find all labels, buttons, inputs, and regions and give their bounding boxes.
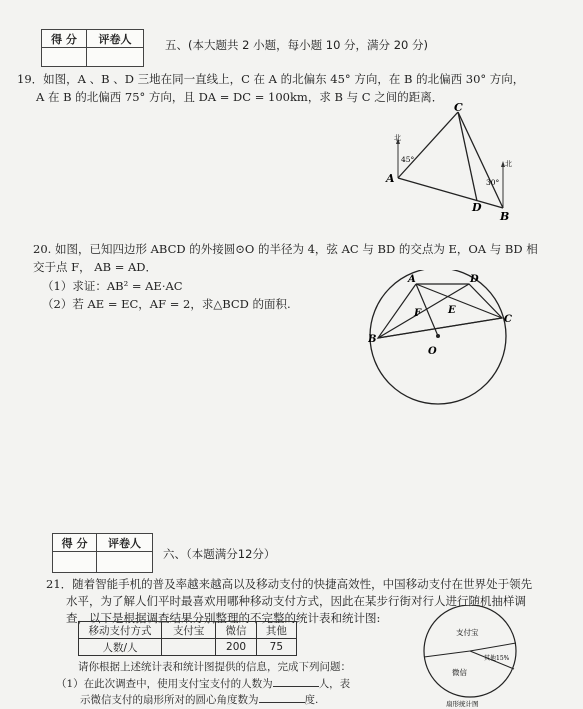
pie-chart: [412, 605, 532, 707]
q19-figure: [380, 100, 520, 225]
q21-line2: 水平，为了解人们平时最喜欢用哪种移动支付方式，因此在某步行街对行人进行随机抽样调: [66, 594, 526, 608]
score-label: 得 分: [42, 30, 87, 48]
q21-sub1-line2: 示微信支付的扇形所对的圆心角度数为 度.: [80, 691, 318, 709]
q20-part1: （1）求证：AB² = AE·AC: [42, 279, 183, 293]
table-cell: 75: [256, 639, 296, 656]
table-header-cell: 移动支付方式: [79, 622, 162, 639]
q20-line2: 交于点 F， AB = AD．: [33, 260, 158, 274]
pie-label-wechat: 微信: [452, 668, 467, 677]
answer-blank[interactable]: [273, 675, 319, 687]
table-row: [79, 622, 297, 639]
answer-blank[interactable]: [259, 691, 305, 703]
table-header-cell: 微信: [216, 622, 256, 639]
score-box: [52, 533, 153, 573]
grader-label: 评卷人: [87, 30, 144, 48]
q21-instruction: 请你根据上述统计表和统计图提供的信息，完成下列问题：: [78, 661, 351, 673]
table-header-cell: 其他: [256, 622, 296, 639]
pie-label-alipay: 支付宝: [456, 628, 479, 637]
q21-line1: 21．随着智能手机的普及率越来越高以及移动支付的快捷高效性，中国移动支付在世界处于领先: [46, 577, 533, 591]
grader-label: 评卷人: [97, 534, 153, 552]
point-e-label: E: [448, 305, 456, 316]
stats-table: [78, 621, 297, 656]
table-cell: 人数/人: [79, 639, 162, 656]
angle-b-label: 30°: [486, 178, 500, 187]
table-row: [79, 639, 297, 656]
score-label: 得 分: [53, 534, 97, 552]
point-f-label: F: [414, 308, 422, 319]
q20-figure: [368, 270, 516, 420]
angle-a-label: 45°: [401, 155, 415, 164]
point-b-label: B: [500, 210, 510, 223]
point-d-label: D: [470, 274, 479, 285]
score-box: [41, 29, 144, 67]
north-b-label: 北: [505, 160, 512, 168]
pie-label-other: 其他15%: [484, 655, 510, 662]
q19-line1: 19．如图，A 、B 、D 三地在同一直线上，C 在 A 的北偏东 45° 方向，在 B 的北偏西 30° 方向，: [17, 72, 525, 86]
q21-line3: 查，以下是根据调查结果分别整理的不完整的统计表和统计图:: [66, 611, 381, 625]
q19-line2: A 在 B 的北偏西 75° 方向，且 DA = DC = 100km，求 B 与 C 之间的距离．: [36, 90, 444, 104]
north-a-label: 北: [394, 134, 401, 142]
q20-line1: 20. 如图，已知四边形 ABCD 的外接圆⊙O 的半径为 4，弦 AC 与 BD 的交点为 E，OA 与 BD 相: [33, 242, 538, 256]
point-a-label: A: [408, 274, 416, 285]
table-header-cell: 支付宝: [162, 622, 216, 639]
section-6-title: 六、（本题满分12分）: [163, 547, 276, 561]
point-c-label: C: [504, 314, 512, 325]
point-b-label: B: [368, 334, 377, 345]
pie-caption: 扇形统计图: [446, 700, 479, 707]
point-d-label: D: [472, 201, 482, 214]
table-cell: 200: [216, 639, 256, 656]
section-5-title: 五、(本大题共 2 小题，每小题 10 分，满分 20 分): [165, 38, 428, 52]
point-o-label: O: [428, 346, 437, 357]
point-c-label: C: [454, 101, 463, 114]
q21-sub1-line1: （1）在此次调查中，使用支付宝支付的人数为 人，表: [56, 675, 350, 693]
point-a-label: A: [386, 172, 395, 185]
q20-part2: （2）若 AE = EC，AF = 2，求△BCD 的面积.: [42, 297, 291, 311]
table-cell: [162, 639, 216, 656]
